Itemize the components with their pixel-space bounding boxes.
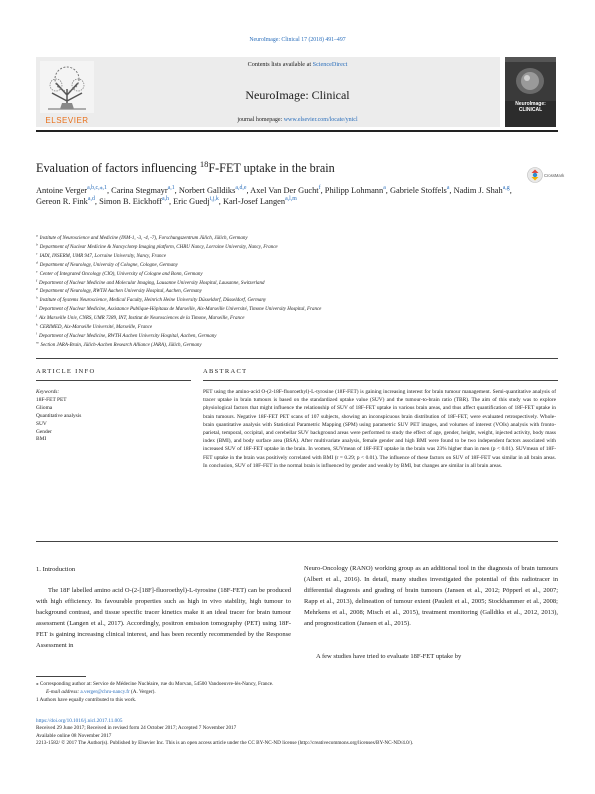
journal-cover (505, 57, 556, 127)
abstract-text: PET using the amino-acid O-(2-18F-fluoroethyl)-L-tyrosine (18F-FET) is gaining increasing interest for brain tumour management. Semi-quantitative analysis of tracer uptake in brain tumours is based on the standardized uptake value (SUV) and the tumour-to-brain ratio (TBR). The aim of this study was to explore physiological factors that might influence the relationship of SUV of 18F-FET uptake in various brain areas, and thus affect quantification of 18F-FET uptake in brain tumours. Negative 18F-FET PET scans of 107 subjects, showing an inconspicuous brain distribution of 18F-FET, were evaluated retrospectively. Whole-brain quantitative analysis with Statistical Parametric Mapping (SPM) using parametric SUV PET images, and volumes of interest (VOIs) analysis with fronto-parietal, temporal, occipital, and cerebellar SUV background areas were performed to study the effect of age, gender, height, weight, injected activity, body mass index (BMI), and body surface area (BSA). After multivariate analysis, female gender and high BMI were found to be two independent factors associated with increased SUV of 18F-FET uptake in the brain. In women, SUVmean of 18F-FET uptake in the brain was 23% higher than in men (p < 0.01). SUVmean of 18F-FET uptake in the brain was positively correlated with BMI (r = 0.29; p < 0.01). The influence of these factors on SUV of 18F-FET was similar in all brain areas. In conclusion, SUV of 18F-FET in the normal brain is influenced by gender and weakly by BMI, but changes are similar in all brain areas. (203, 389, 556, 469)
divider (203, 380, 558, 381)
author-name[interactable]: Eric Guedj (173, 197, 210, 206)
journal-name: NeuroImage: Clinical (245, 88, 350, 102)
keyword-item: Glioma (36, 404, 53, 411)
journal-reference[interactable]: NeuroImage: Clinical 17 (2018) 491–497 (249, 37, 346, 43)
footnote-rule (36, 676, 86, 677)
doi-link[interactable]: https://doi.org/10.1016/j.nicl.2017.11.005 (36, 718, 123, 724)
section-heading: 1. Introduction (36, 566, 76, 573)
author-affiliation-marker[interactable]: i,j,k (209, 196, 219, 203)
affiliation-key: g (36, 286, 38, 291)
author-name[interactable]: Carina Stegmayr (111, 186, 168, 195)
keyword-item: SUV (36, 420, 47, 427)
affiliation-item (36, 277, 536, 288)
divider (36, 358, 558, 359)
intro-right-column: Neuro-Oncology (RANO) working group as an additional tool in the diagnosis of brain tumours (Albert et al., 2016). In detail, many studies investigated the potential of this radiotracer in differential diagnosis and grading of brain tumours (Jansen et al., 2012; Pöpperl et al., 2007; Rapp et al., 2013), delineation of tumour extent (Pauleit et al., 2005; Stockhammer et al., 2008; Mehrkens et al., 2008; Misch et al., 2015), treatment monitoring (Galldiks et al., 2012, 2013), and prognostication (Jansen et al., 2015). (304, 565, 558, 627)
author-affiliation-marker[interactable]: a,1 (167, 185, 175, 192)
affiliation-key: l (36, 331, 37, 336)
affiliation-key: j (36, 313, 37, 318)
affiliation-key: f (36, 277, 37, 282)
affiliation-item (36, 262, 536, 270)
affiliation-item (36, 244, 536, 252)
affiliation-key: i (36, 304, 37, 309)
author-list: Antoine Verger$^{a,b,c,⁎,1}$, Carina Stegmayr$^{a,1}$, Norbert Galldiks$^{a,d,e}$, Axel Van Der Gucht$^f$, Philipp Lohmann$^a$, Gabriele Stoffels$^a$, Nadim J. Shah$^{a,g}$, Gereon R. Fink$^{a,d}$, Simon B. Eickhoff$^{a,h}$, Eric Guedj$^{i,j,k}$, Karl-Josef Langen$^{a,l,m}$ (36, 185, 512, 206)
author-name[interactable]: Karl-Josef Langen (222, 197, 286, 206)
affiliation-key: m (36, 340, 39, 345)
keyword-item: Quantitative analysis (36, 412, 82, 419)
brain-scan-image (505, 57, 556, 101)
author-name[interactable]: Philipp Lohmann (324, 186, 384, 195)
keywords-block (36, 389, 81, 444)
affiliation-text: Department of Nuclear Medicine & Nancyclotep Imaging platform, CHRU Nancy, Lorraine University, Nancy, France (39, 244, 278, 250)
author-affiliation-marker[interactable]: a (446, 185, 450, 192)
affiliation-text: Institute of Systems Neuroscience, Medical Faculty, Heinrich Heine University Düsseldorf, Düsseldorf, Germany (39, 298, 267, 304)
affiliation-item (36, 288, 536, 296)
affiliation-item (36, 315, 536, 323)
author-name[interactable]: Gabriele Stoffels (389, 186, 447, 195)
affiliation-key: d (36, 260, 38, 265)
crossmark-icon (527, 166, 565, 184)
affiliation-text: Center of Integrated Oncology (CIO), University of Cologne and Bonn, Germany (39, 271, 203, 277)
author-affiliation-marker[interactable]: f (318, 185, 321, 192)
affiliation-item (36, 333, 536, 341)
affiliation-item (36, 235, 536, 243)
affiliation-item (36, 268, 536, 279)
author-name[interactable]: Simon B. Eickhoff (99, 197, 162, 206)
affiliation-text: IADI, INSERM, UMR 947, Lorraine University, Nancy, France (39, 253, 166, 259)
online-date: Available online 08 November 2017 (36, 732, 112, 739)
affiliation-item (36, 297, 536, 305)
intro-right-column-para2: A few studies have tried to evaluate 18F-FET uptake by (316, 653, 462, 660)
affiliation-key: c (36, 251, 38, 256)
homepage-line: journal homepage: www.elsevier.com/locate/ynicl (237, 117, 358, 123)
author-affiliation-marker[interactable]: a,d,e (235, 185, 247, 192)
publication-info (36, 718, 558, 747)
affiliation-text: Department of Neurology, RWTH Aachen University Hospital, Aachen, Germany (39, 289, 202, 295)
author-affiliation-marker[interactable]: a,l,m (285, 196, 297, 203)
author-affiliation-marker[interactable]: a,h (161, 196, 169, 203)
author-name[interactable]: Gereon R. Fink (36, 197, 88, 206)
divider (36, 541, 558, 542)
abstract-heading: ABSTRACT (203, 368, 248, 375)
keyword-item: Gender (36, 428, 52, 435)
author-name[interactable]: Axel Van Der Gucht (250, 186, 319, 195)
author-name[interactable]: Nadim J. Shah (453, 186, 503, 195)
cover-title: NeuroImage: CLINICAL (515, 101, 546, 113)
header-rule (36, 130, 558, 132)
affiliation-text: Institute of Neuroscience and Medicine (INM-1, -3, -4, -7), Forschungszentrum Jülich, Jülich, Germany (39, 236, 248, 241)
keywords-label: Keywords: (36, 389, 60, 395)
email-note: E-mail address: a.verger@chru-nancy.fr (A. Verger). (46, 689, 156, 695)
crossmark-badge[interactable] (527, 166, 565, 189)
divider (36, 380, 191, 381)
keyword-item: BMI (36, 436, 47, 443)
author-affiliation-marker[interactable]: a (383, 185, 386, 192)
homepage-link[interactable]: www.elsevier.com/locate/ynicl (283, 117, 358, 123)
affiliation-key: h (36, 295, 38, 300)
affiliation-text: Section JARA-Brain, Jülich-Aachen Research Alliance (JARA), Jülich, Germany (40, 342, 202, 348)
affiliation-key: a (36, 233, 38, 238)
affiliation-item (36, 253, 536, 261)
affiliation-key: e (36, 268, 38, 273)
affiliation-item (36, 324, 536, 332)
received-dates: Received 29 June 2017; Received in revised form 24 October 2017; Accepted 7 November 2017 (36, 725, 237, 732)
publisher-name: ELSEVIER (45, 116, 89, 125)
intro-left-column: The 18F labelled amino acid O-(2-[18F]-fluoroethyl)-L-tyrosine (18F-FET) can be produced with high efficiency. Its favourable properties such as high in vivo stability, high tumour to background contrast, and tissue specific tracer kinetics make it an ideal tracer for brain tumour assessment (Langen et al., 2017). Accordingly, positron emission tomography (PET) using 18F-FET is gaining increasing clinical interest, and has been recently recommended by the Response Assessment in (36, 587, 291, 649)
affiliation-text: Department of Nuclear Medicine and Molecular Imaging, Lausanne University Hospital, Lausanne, Switzerland (38, 280, 265, 286)
email-link[interactable]: a.verger@chru-nancy.fr (80, 689, 130, 695)
affiliation-item (36, 306, 536, 314)
author-affiliation-marker[interactable]: a,b,c,⁎,1 (87, 185, 107, 192)
keyword-item: 18F-FET PET (36, 396, 67, 403)
affiliation-item (36, 342, 536, 350)
equal-contribution-note: 1 Authors have equally contributed to this work. (36, 697, 137, 703)
article-info-heading: ARTICLE INFO (36, 368, 96, 375)
sciencedirect-link[interactable]: ScienceDirect (312, 61, 348, 68)
affiliation-text: Aix Marseille Univ, CNRS, UMR 7289, INT, Institut de Neurosciences de la Timone, Marseille, France (38, 316, 245, 322)
license-line: 2213-1582/ © 2017 The Author(s). Published by Elsevier Inc. This is an open access article under the CC BY-NC-ND license (http://creativecommons.org/licenses/BY-NC-ND/4.0/). (36, 739, 414, 746)
contents-line: Contents lists available at ScienceDirect (247, 61, 348, 68)
affiliation-text: Department of Nuclear Medicine, Assistance Publique-Hôpitaux de Marseille, Aix-Marseille Université, Timone University Hospital, France (38, 307, 322, 313)
affiliation-text: Department of Neurology, University of Cologne, Cologne, Germany (39, 262, 178, 268)
author-affiliation-marker[interactable]: a,g (502, 185, 510, 192)
author-affiliation-marker[interactable]: a,d (87, 196, 95, 203)
affiliation-key: k (36, 322, 38, 327)
affiliation-key: b (36, 242, 38, 247)
affiliation-text: CERIMED, Aix-Marseille Université, Marseille, France (39, 325, 153, 330)
author-name[interactable]: Antoine Verger (36, 186, 88, 195)
article-title: Evaluation of factors influencing $^{18}$F-FET uptake in the brain (36, 158, 335, 175)
svg-text:CrossMark: CrossMark (544, 173, 565, 178)
author-name[interactable]: Norbert Galldiks (178, 186, 236, 195)
corresponding-author-note: ⁎ Corresponding author at: Service de Médecine Nucléaire, rue du Morvan, 54500 Vandoeuvre-lès-Nancy, France. (36, 681, 274, 687)
affiliation-text: Department of Nuclear Medicine, RWTH Aachen University Hospital, Aachen, Germany (38, 333, 217, 339)
